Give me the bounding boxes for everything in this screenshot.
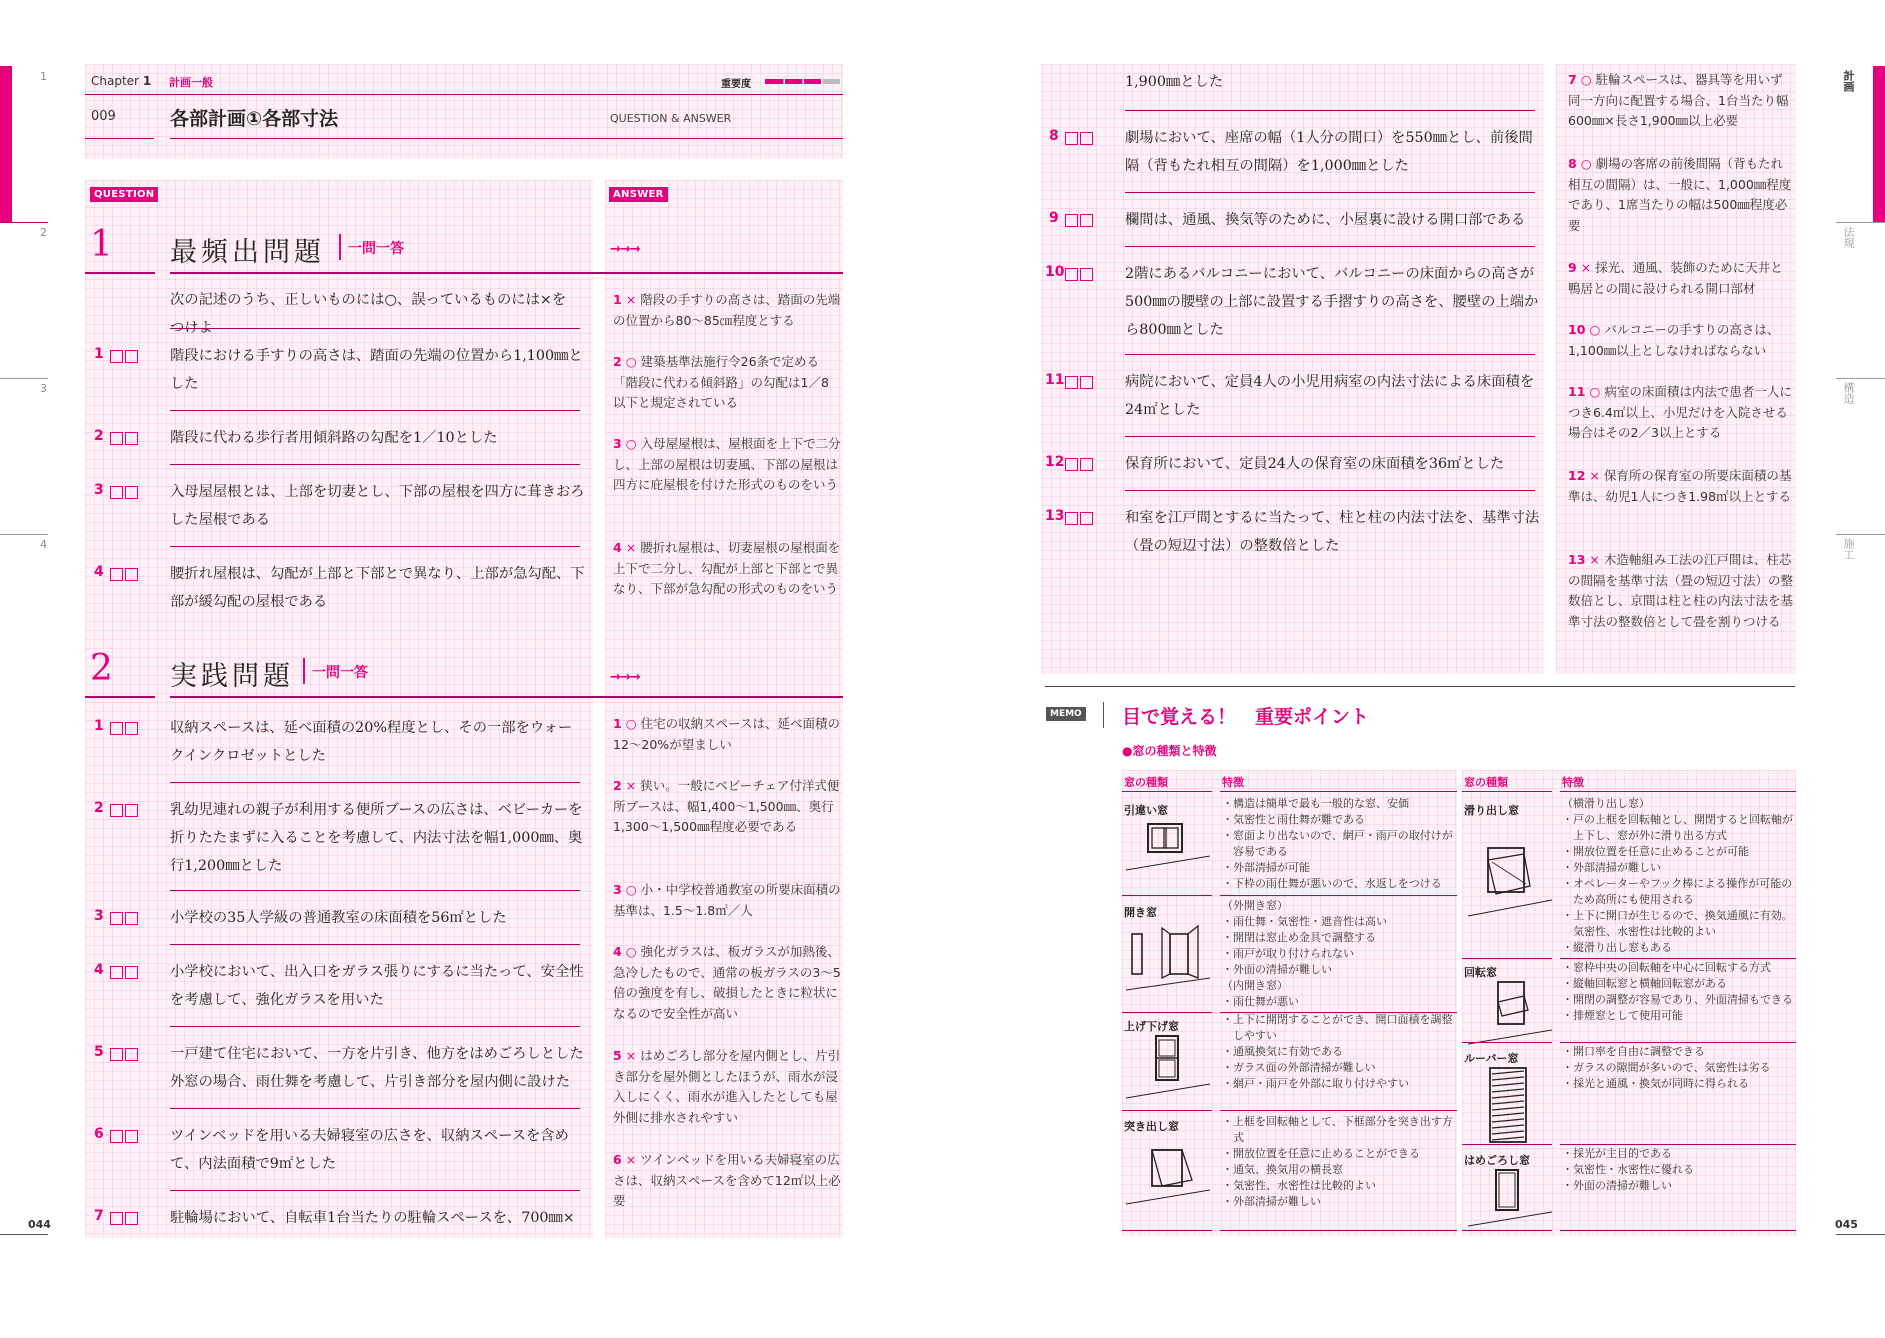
tab-divider	[0, 534, 48, 535]
answer-item: 1 ○ 住宅の収納スペースは、延べ面積の12～20%が望ましい	[613, 716, 841, 752]
tab-divider	[0, 222, 48, 223]
question-text: 欄間は、通風、換気等のために、小屋裏に設ける開口部である	[1125, 212, 1526, 228]
casement-window-icon	[1126, 920, 1210, 996]
question-text: 腰折れ屋根は、勾配が上部と下部とで異なり、上部が急勾配、下部が緩勾配の屋根である	[170, 566, 585, 610]
window-type-name: はめごろし窓	[1464, 1154, 1530, 1167]
checkbox-pair[interactable]	[108, 1209, 138, 1228]
memo-tag: MEMO	[1046, 707, 1086, 721]
section1-arrows: →→→	[610, 242, 640, 257]
question-text: 小学校の35人学級の普通教室の床面積を56㎡とした	[170, 910, 507, 926]
answer-item: 5 × はめごろし部分を屋内側とし、片引き部分を屋外側としたほうが、雨水が浸入しにくく、雨水が進入したとしても屋外側に排水されやすい	[613, 1048, 841, 1125]
answer-item: 3 ○ 入母屋屋根は、屋根面を上下で二分し、上部の屋根は切妻風、下部の屋根は四方に庇屋根を付けた形式のものをいう	[613, 436, 841, 492]
question-number: 8	[1049, 128, 1059, 144]
instruction-text: 次の記述のうち、正しいものには○、誤っているものには×をつけよ	[170, 292, 567, 336]
question-text: 2階にあるバルコニーにおいて、バルコニーの床面からの高さが500㎜の腰壁の上部に設置する手摺すりの高さを、腰壁の上端から800㎜とした	[1125, 266, 1539, 338]
checkbox-pair[interactable]	[108, 909, 138, 928]
window-type-name: ルーバー窓	[1464, 1052, 1519, 1065]
checkbox-pair[interactable]	[1063, 211, 1093, 230]
awning-sliding-window-icon	[1468, 840, 1552, 920]
question-text: 乳幼児連れの親子が利用する便所ブースの広さは、ベビーカーを折りたたまずに入ることを考慮して、内法寸法を幅1,000㎜、奥行1,200㎜とした	[170, 802, 583, 874]
double-hung-window-icon	[1126, 1032, 1210, 1102]
question-number: 2	[94, 800, 104, 816]
question-text: 和室を江戸間とするに当たって、柱と柱の内法寸法を、基準寸法（畳の短辺寸法）の整数倍とした	[1125, 510, 1540, 554]
answer-item: 4 ○ 強化ガラスは、板ガラスが加熱後、急冷したもので、通常の板ガラスの3～5倍の強度を有し、破損したときに粒状になるので安全性が高い	[613, 944, 841, 1021]
section1-sub: 一問一答	[348, 241, 404, 257]
window-type-name: 引違い窓	[1124, 804, 1168, 817]
section2-sub: 一問一答	[312, 665, 368, 681]
tab-divider	[0, 378, 48, 379]
item-number: 009	[91, 109, 116, 124]
side-tab-law[interactable]: 法規	[1842, 226, 1855, 248]
answer-item: 9 × 採光、通風、装飾のために天井と鴨居との間に設けられる開口部材	[1568, 260, 1783, 296]
side-tab-active[interactable]	[1873, 66, 1885, 222]
question-number: 6	[94, 1126, 104, 1142]
question-text: ツインベッドを用いる夫婦寝室の広さを、収納スペースを含めて、内法面積で9㎡とした	[170, 1128, 569, 1172]
louver-window-icon	[1468, 1064, 1552, 1150]
projected-window-icon	[1126, 1136, 1210, 1212]
question-number: 9	[1049, 210, 1059, 226]
question-text: 収納スペースは、延べ面積の20%程度とし、その一部をウォークインクロゼットとした	[170, 720, 573, 764]
side-tab-construction[interactable]: 施工	[1842, 538, 1855, 560]
checkbox-pair[interactable]	[108, 429, 138, 448]
checkbox-pair[interactable]	[108, 801, 138, 820]
checkbox-pair[interactable]	[108, 1127, 138, 1146]
checkbox-pair[interactable]	[108, 963, 138, 982]
question-text: 階段における手すりの高さは、踏面の先端の位置から1,100㎜とした	[170, 348, 583, 392]
checkbox-pair[interactable]	[1063, 265, 1093, 284]
checkbox-pair[interactable]	[108, 565, 138, 584]
question-text: 階段に代わる歩行者用傾斜路の勾配を1／10とした	[170, 430, 498, 446]
answer-item: 13 × 木造軸組み工法の江戸間は、柱芯の間隔を基準寸法（畳の短辺寸法）の整数倍とし、京間は柱と柱の内法寸法を基準寸法の整数倍として畳を割りつける	[1568, 552, 1794, 629]
question-number: 12	[1045, 454, 1065, 470]
question-number: 5	[94, 1044, 104, 1060]
window-features: （横滑り出し窓） ・戸の上框を回転軸とし、開閉すると回転軸が 上下し、窓が外に滑り出る方式 ・開放位置を任意に止めることが可能 ・外部清掃が難しい ・オペレーターやフック棒による操作が可能の ため高所にも使用される ・上下に開口が生じるので、換気通風に有効。 気密性、水密性は比較的よい ・縦滑り出し窓もある	[1562, 797, 1793, 954]
checkbox-pair[interactable]	[1063, 129, 1093, 148]
question-text: 一戸建て住宅において、一方を片引き、他方をはめごろしとした外窓の場合、雨仕舞を考慮して、片引き部分を屋内側に設けた	[170, 1046, 584, 1090]
qa-subtitle: QUESTION & ANSWER	[610, 112, 732, 125]
answer-item: 12 × 保育所の保育室の所要床面積の基準は、幼児1人につき1.98㎡以上とする	[1568, 468, 1792, 504]
sliding-window-icon	[1126, 818, 1210, 878]
window-features: （外開き窓） ・雨仕舞・気密性・遮音性は高い ・開閉は窓止め金具で調整する ・雨戸が取り付けられない ・外面の清掃が難しい （内開き窓） ・雨仕舞が悪い	[1222, 899, 1387, 1008]
chapter-tab-active[interactable]	[0, 66, 12, 222]
answer-item: 8 ○ 劇場の客席の前後間隔（背もたれ相互の間隔）は、一般に、1,000㎜程度であり、1席当たりの幅は500㎜程度必要	[1568, 156, 1792, 233]
question-number: 4	[94, 564, 104, 580]
importance-label: 重要度	[721, 79, 751, 90]
answer-item: 11 ○ 病室の床面積は内法で患者一人につき6.4㎡以上、小児だけを入院させる場合はその2／3以上とする	[1568, 384, 1792, 440]
page-number-left: 044	[28, 1218, 51, 1231]
chapter-tab-1[interactable]: 1	[40, 70, 47, 83]
answer-tag: ANSWER	[609, 187, 668, 202]
section2-number: 2	[90, 648, 113, 689]
checkbox-pair[interactable]	[108, 347, 138, 366]
page-header	[85, 64, 843, 159]
chapter-tab-3[interactable]: 3	[40, 382, 47, 395]
answer-item: 7 ○ 駐輪スペースは、器具等を用いず同一方向に配置する場合、1台当たり幅600㎜×長さ1,900㎜以上必要	[1568, 72, 1789, 128]
importance-meter	[765, 79, 840, 84]
section1-number: 1	[90, 224, 113, 265]
question-number: 1	[94, 718, 104, 734]
memo-subtitle: ●窓の種類と特徴	[1122, 744, 1217, 758]
window-features: ・開口率を自由に調整できる ・ガラスの隙間が多いので、気密性は劣る ・採光と通風・換気が同時に得られる	[1562, 1045, 1771, 1090]
question-text: 1,900㎜とした	[1125, 74, 1224, 90]
page-title: 各部計画①各部寸法	[170, 108, 339, 130]
window-type-name: 突き出し窓	[1124, 1120, 1179, 1133]
question-text: 入母屋屋根とは、上部を切妻とし、下部の屋根を四方に葺きおろした屋根である	[170, 484, 585, 528]
col-type-header: 窓の種類	[1464, 776, 1508, 789]
answer-item: 4 × 腰折れ屋根は、切妻屋根の屋根面を上下で二分し、勾配が上部と下部とで異なり、下部が急勾配の形式のものをいう	[613, 540, 841, 596]
answer-item: 2 ○ 建築基準法施行令26条で定める「階段に代わる傾斜路」の勾配は1／8以下と規定されている	[613, 354, 829, 410]
section2-title: 実践問題	[170, 661, 294, 692]
answer-item: 6 × ツインベッドを用いる夫婦寝室の広さは、収納スペースを含めて12㎡以上必要	[613, 1152, 841, 1208]
question-number: 10	[1045, 264, 1065, 280]
window-features: ・採光が主目的である ・気密性・水密性に優れる ・外面の清掃が難しい	[1562, 1147, 1694, 1192]
pivot-window-icon	[1468, 978, 1552, 1048]
col-type-header: 窓の種類	[1124, 776, 1168, 789]
window-type-name: 回転窓	[1464, 966, 1497, 979]
window-type-name: 滑り出し窓	[1464, 804, 1519, 817]
checkbox-pair[interactable]	[1063, 373, 1093, 392]
window-features: ・窓枠中央の回転軸を中心に回転する方式 ・縦軸回転窓と横軸回転窓がある ・開閉の調整が容易であり、外面清掃もできる ・排煙窓として使用可能	[1562, 961, 1793, 1022]
question-tag: QUESTION	[90, 187, 158, 202]
col-feat-header: 特徴	[1562, 776, 1584, 789]
fixed-window-icon	[1468, 1166, 1552, 1230]
question-number: 3	[94, 908, 104, 924]
checkbox-pair[interactable]	[1063, 455, 1093, 474]
chapter-tab-2[interactable]: 2	[40, 226, 47, 239]
answer-item: 10 ○ バルコニーの手すりの高さは、1,100㎜以上としなければならない	[1568, 322, 1780, 358]
checkbox-pair[interactable]	[108, 1045, 138, 1064]
question-number: 2	[94, 428, 104, 444]
window-features: ・上框を回転軸として、下框部分を突き出す方 式 ・開放位置を任意に止めることができる ・通気、換気用の横長窓 ・気密性、水密性は比較的よい ・外部清掃が難しい	[1222, 1115, 1453, 1208]
answer-item: 3 ○ 小・中学校普通教室の所要床面積の基準は、1.5～1.8㎡／人	[613, 882, 841, 918]
checkbox-pair[interactable]	[1063, 509, 1093, 528]
section1-title: 最頻出問題	[170, 237, 325, 268]
side-tab-structure[interactable]: 構造	[1842, 382, 1855, 404]
memo-title: 目で覚える！ 重要ポイント	[1122, 706, 1370, 728]
question-number: 4	[94, 962, 104, 978]
question-text: 駐輪場において、自転車1台当たりの駐輪スペースを、700㎜×	[170, 1210, 575, 1226]
checkbox-pair[interactable]	[108, 483, 138, 502]
question-number: 13	[1045, 508, 1065, 524]
question-number: 7	[94, 1208, 104, 1224]
category-label: 計画一般	[169, 76, 213, 89]
window-type-name: 開き窓	[1124, 906, 1157, 919]
question-number: 1	[94, 346, 104, 362]
question-number: 11	[1045, 372, 1065, 388]
question-text: 保育所において、定員24人の保育室の床面積を36㎡とした	[1125, 456, 1505, 472]
question-number: 3	[94, 482, 104, 498]
question-text: 劇場において、座席の幅（1人分の間口）を550㎜とし、前後間隔（背もたれ相互の間隔）を1,000㎜とした	[1125, 130, 1533, 174]
window-features: ・上下に開閉することができ、開口面積を調整 しやすい ・通風換気に有効である ・ガラス面の外部清掃が難しい ・網戸・雨戸を外部に取り付けやすい	[1222, 1013, 1453, 1090]
col-feat-header: 特徴	[1222, 776, 1244, 789]
chapter-label: Chapter 1	[91, 74, 152, 88]
section1-divider	[339, 234, 341, 260]
page-number-right: 045	[1835, 1218, 1858, 1231]
checkbox-pair[interactable]	[108, 719, 138, 738]
window-type-name: 上げ下げ窓	[1124, 1020, 1179, 1033]
side-tab-planning[interactable]: 計画	[1842, 70, 1855, 92]
chapter-tab-4[interactable]: 4	[40, 538, 47, 551]
answer-item: 2 × 狭い。一般にベビーチェア付洋式便所ブースは、幅1,400～1,500㎜、奥行1,300～1,500㎜程度必要である	[613, 778, 840, 834]
window-features: ・構造は簡単で最も一般的な窓、安価 ・気密性と雨仕舞が難である ・窓面より出ないので、網戸・雨戸の取付けが 容易である ・外部清掃が可能 ・下枠の雨仕舞が悪いので、水返しをつける	[1222, 797, 1453, 890]
section2-arrows: →→→	[610, 670, 640, 685]
question-text: 小学校において、出入口をガラス張りにするに当たって、安全性を考慮して、強化ガラスを用いた	[170, 964, 584, 1008]
section2-divider	[303, 658, 305, 684]
answer-item: 1 × 階段の手すりの高さは、踏面の先端の位置から80～85㎝程度とする	[613, 292, 841, 328]
question-text: 病院において、定員4人の小児用病室の内法寸法による床面積を24㎡とした	[1125, 374, 1535, 418]
